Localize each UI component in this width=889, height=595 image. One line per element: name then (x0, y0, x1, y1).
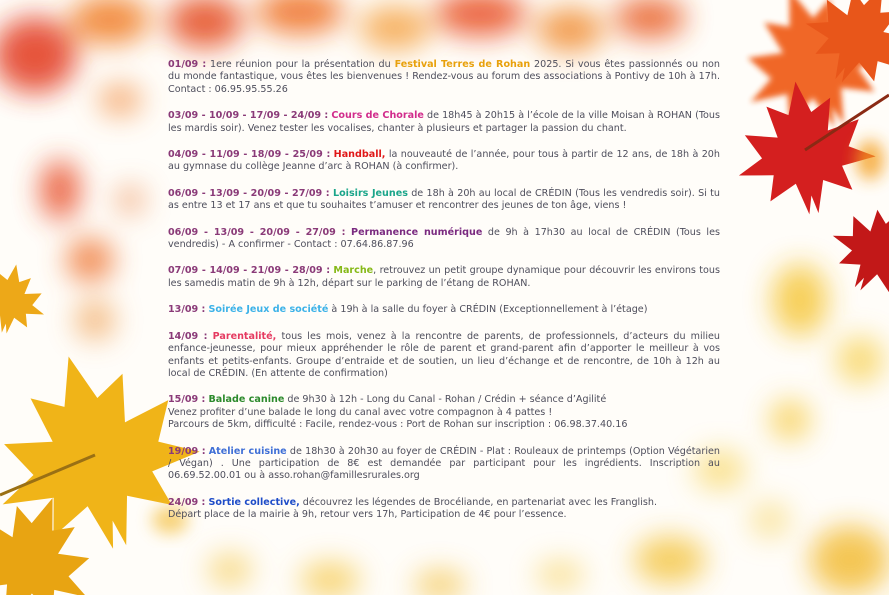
event-title-sortie-collective: Sortie collective, (208, 496, 300, 508)
event-title-permanence-numerique: Permanence numérique (351, 226, 483, 238)
event-text: découvrez les légendes de Brocéliande, en partenariat avec les Franglish. (299, 496, 658, 508)
event-date: 13/09 : (168, 304, 206, 316)
events-list (168, 59, 720, 536)
event-item (168, 265, 720, 290)
event-item (168, 110, 720, 135)
event-item (168, 149, 720, 174)
event-item (168, 446, 720, 483)
event-title-loisirs-jeunes: Loisirs Jeunes (332, 187, 408, 199)
event-item (168, 394, 720, 431)
event-text: , retrouvez un petit groupe dynamique pour découvrir les environs tous les samedis matin de 9h à 12h, départ sur le parking de l’étang de ROHAN. (168, 265, 720, 289)
event-text: de 18h à 20h au local de CRÉDIN (Tous les vendredis soir). Si tu as entre 13 et 17 ans et que tu souhaites t’amuser et rencontrer des jeunes de ton âge, viens ! (168, 187, 721, 212)
event-pre: 1ere réunion pour la présentation du (206, 59, 395, 70)
event-date: 04/09 - 11/09 - 18/09 - 25/09 : (168, 149, 331, 161)
event-text: de 18h30 à 20h30 au foyer de CRÉDIN - Plat : Rouleaux de printemps (Option Végétarien / Végan) . Une participation de 8€ est demandée par participant pour les ingrédients. Inscription au 06.69.52.00.01 ou à asso.rohan@famillesrurales.org (168, 445, 720, 482)
event-text: de 9h à 17h30 au local de CRÉDIN (Tous les vendredis) - A confirmer - Contact : 07.64.86.87.96 (168, 226, 720, 251)
event-title-balade-canine: Balade canine (208, 394, 285, 406)
event-date: 06/09 - 13/09 - 20/09 - 27/09 : (168, 226, 346, 238)
event-text: à 19h à la salle du foyer à CRÉDIN (Exceptionnellement à l’étage) (328, 304, 648, 316)
event-text: de 18h45 à 20h15 à l’école de la ville Moisan à ROHAN (Tous les mardis soir). Venez tester les vocalises, chanter à plusieurs et partager la passion du chant. (168, 110, 720, 134)
event-title-parentalite: Parentalité, (212, 330, 277, 342)
event-text: la nouveauté de l’année, pour tous à partir de 12 ans, de 18h à 20h au gymnase du collège Jeanne d’arc à ROHAN (à confirmer). (168, 149, 720, 173)
event-date: 14/09 : (168, 330, 208, 342)
event-date: 15/09 : (168, 394, 206, 406)
event-extra-line: Venez profiter d’une balade le long du canal avec votre compagnon à 4 pattes ! (168, 406, 553, 418)
event-title-handball: Handball, (333, 149, 386, 161)
event-text: tous les mois, venez à la rencontre de parents, de professionnels, d’acteurs du milieu enfance-jeunesse, pour mieux appréhender le rôle de parent et grand-parent afin d’apporter le meilleur à vos enfants et petits-enfants. Groupe d’entraide et de soutien, un lieu d’échange et de rencontre, de 10h à 12h au local de CRÉDIN. (En attente de confirmation) (168, 330, 720, 379)
event-text: 2025. Si vous êtes passionnés ou non du monde fantastique, vous êtes les bienvenues ! Rendez-vous au forum des associations à Pontivy de 10h à 17h. Contact : 06.95.95.55.26 (168, 59, 721, 95)
event-title-festival: Festival Terres de Rohan (394, 59, 531, 70)
event-date: 19/09 : (168, 445, 206, 457)
event-date: 07/09 - 14/09 - 21/09 - 28/09 : (168, 265, 331, 277)
event-extra-line: Départ place de la mairie à 9h, retour vers 17h, Participation de 4€ pour l’essence. (168, 509, 567, 521)
event-extra-line: Parcours de 5km, difficulté : Facile, rendez-vous : Port de Rohan sur inscription : 06.98.37.40.16 (168, 419, 628, 431)
event-date: 03/09 - 10/09 - 17/09 - 24/09 : (168, 110, 329, 122)
event-item (168, 227, 720, 252)
event-item (168, 59, 720, 96)
event-date: 06/09 - 13/09 - 20/09 - 27/09 : (168, 187, 330, 199)
event-date: 01/09 : (168, 59, 207, 70)
event-title-marche: Marche (333, 265, 374, 277)
event-date: 24/09 : (168, 496, 206, 508)
event-title-chorale: Cours de Chorale (331, 110, 424, 122)
event-item (168, 304, 720, 316)
event-item (168, 497, 720, 522)
event-text: de 9h30 à 12h - Long du Canal - Rohan / Crédin + séance d’Agilité (284, 394, 607, 406)
event-item (168, 188, 720, 213)
event-item (168, 331, 720, 381)
event-title-atelier-cuisine: Atelier cuisine (208, 445, 287, 457)
event-title-jeux-de-societe: Soirée Jeux de société (208, 304, 329, 316)
